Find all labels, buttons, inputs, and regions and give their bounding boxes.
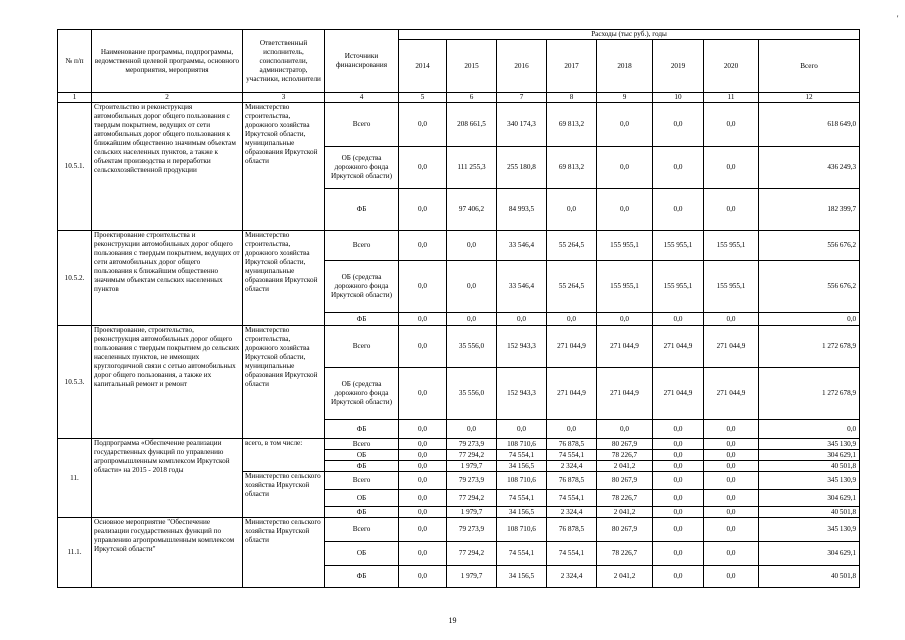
funding-source: ФБ [325,566,399,588]
column-number: 12 [759,93,860,103]
year-value: 0,0 [653,518,704,542]
year-value: 0,0 [497,313,547,326]
program-name: Строительство и реконструкция автомобильных дорог общего пользования с твердым покрытием, ведущих от сети автомобильных дорог общего пользования к ближайшим общественно значимым объектам сельских населенных пунктов, а также к объектам производства и переработки сельскохозяйственной продукции [92,103,243,231]
total-value: 0,0 [759,313,860,326]
header-year: 2014 [399,40,447,93]
total-value: 1 272 678,9 [759,326,860,368]
expenses-table [57,29,860,588]
year-value: 155 955,1 [597,261,653,313]
year-value: 77 294,2 [447,542,497,566]
year-value: 0,0 [653,542,704,566]
year-value: 0,0 [399,326,447,368]
funding-source: ФБ [325,313,399,326]
year-value: 2 041,2 [597,507,653,518]
year-value: 0,0 [399,368,447,420]
year-value: 77 294,2 [447,450,497,461]
year-value: 0,0 [597,147,653,189]
responsible-executor: Министерство сельского хозяйства Иркутской области [243,518,325,588]
year-value: 155 955,1 [653,231,704,261]
row-number: 10.5.3. [58,326,92,439]
year-value: 0,0 [399,313,447,326]
year-value: 0,0 [399,189,447,231]
funding-source: Всего [325,518,399,542]
year-value: 0,0 [399,472,447,490]
year-value: 1 979,7 [447,566,497,588]
year-value: 255 180,8 [497,147,547,189]
year-value: 35 556,0 [447,368,497,420]
year-value: 1 979,7 [447,507,497,518]
total-value: 182 399,7 [759,189,860,231]
page-number: 19 [448,616,457,625]
funding-source: ОБ [325,542,399,566]
responsible-executor: Министерство строительства, дорожного хозяйства Иркутской области, муниципальные образования Иркутской области [243,326,325,439]
year-value: 1 979,7 [447,461,497,472]
header-source: Источники финансирования [325,30,399,93]
funding-source: ОБ [325,490,399,507]
year-value: 2 324,4 [547,461,597,472]
year-value: 2 324,4 [547,507,597,518]
year-value: 0,0 [547,189,597,231]
year-value: 271 044,9 [653,326,704,368]
year-value: 79 273,9 [447,439,497,450]
year-value: 0,0 [399,450,447,461]
year-value: 0,0 [447,231,497,261]
year-value: 111 255,3 [447,147,497,189]
year-value: 0,0 [704,450,759,461]
total-value: 1 272 678,9 [759,368,860,420]
year-value: 0,0 [399,518,447,542]
header-total: Всего [759,40,860,93]
responsible-executor: Министерство строительства, дорожного хозяйства Иркутской области, муниципальные образования Иркутской области [243,103,325,231]
column-number: 2 [92,93,243,103]
year-value: 78 226,7 [597,490,653,507]
year-value: 79 273,9 [447,518,497,542]
header-year: 2017 [547,40,597,93]
year-value: 78 226,7 [597,450,653,461]
year-value: 0,0 [399,542,447,566]
year-value: 271 044,9 [704,368,759,420]
total-value: 304 629,1 [759,490,860,507]
total-value: 345 130,9 [759,472,860,490]
funding-source: Всего [325,103,399,147]
year-value: 34 156,5 [497,566,547,588]
funding-source: ОБ [325,450,399,461]
column-number: 3 [243,93,325,103]
column-number: 8 [547,93,597,103]
year-value: 74 554,1 [497,450,547,461]
year-value: 55 264,5 [547,261,597,313]
table-row [58,103,860,147]
year-value: 0,0 [653,461,704,472]
year-value: 0,0 [653,490,704,507]
year-value: 0,0 [597,313,653,326]
total-value: 0,0 [759,420,860,439]
year-value: 35 556,0 [447,326,497,368]
year-value: 0,0 [399,439,447,450]
year-value: 0,0 [704,147,759,189]
year-value: 0,0 [547,420,597,439]
year-value: 77 294,2 [447,490,497,507]
year-value: 0,0 [653,103,704,147]
row-number: 10.5.1. [58,103,92,231]
year-value: 0,0 [497,420,547,439]
year-value: 74 554,1 [547,450,597,461]
funding-source: ФБ [325,461,399,472]
year-value: 271 044,9 [547,368,597,420]
header-year: 2016 [497,40,547,93]
table-row [58,518,860,542]
header-year: 2015 [447,40,497,93]
year-value: 2 324,4 [547,566,597,588]
header-name: Наименование программы, подпрограммы, ведомственной целевой программы, основного мероприятия, мероприятия [92,30,243,93]
year-value: 0,0 [704,461,759,472]
year-value: 34 156,5 [497,507,547,518]
total-value: 556 676,2 [759,231,860,261]
column-number: 9 [597,93,653,103]
year-value: 0,0 [704,420,759,439]
year-value: 69 813,2 [547,147,597,189]
year-value: 76 878,5 [547,518,597,542]
year-value: 2 041,2 [597,461,653,472]
year-value: 0,0 [399,147,447,189]
header-year: 2018 [597,40,653,93]
total-value: 304 629,1 [759,450,860,461]
year-value: 0,0 [447,261,497,313]
table-row [58,231,860,261]
year-value: 155 955,1 [653,261,704,313]
year-value: 0,0 [704,439,759,450]
year-value: 74 554,1 [547,490,597,507]
year-value: 0,0 [547,313,597,326]
year-value: 108 710,6 [497,439,547,450]
year-value: 152 943,3 [497,368,547,420]
column-number: 10 [653,93,704,103]
year-value: 80 267,9 [597,472,653,490]
total-value: 618 649,0 [759,103,860,147]
total-value: 40 501,8 [759,507,860,518]
row-number: 10.5.2. [58,231,92,326]
funding-source: ОБ (средства дорожного фонда Иркутской области) [325,147,399,189]
program-name: Проектирование строительства и реконструкции автомобильных дорог общего пользования с твердым покрытием, ведущих от сети автомобильных дорог общего пользования к ближайшим общественно значимым объектам сельских населенных пунктов [92,231,243,326]
year-value: 0,0 [447,313,497,326]
year-value: 0,0 [653,147,704,189]
year-value: 80 267,9 [597,518,653,542]
year-value: 33 546,4 [497,231,547,261]
program-name: Подпрограмма «Обеспечение реализации государственных функций по управлению агропромышленным комплексом Иркутской области» на 2015 - 2018 годы [92,439,243,518]
year-value: 76 878,5 [547,439,597,450]
year-value: 0,0 [399,507,447,518]
year-value: 0,0 [399,103,447,147]
year-value: 0,0 [399,490,447,507]
year-value: 0,0 [653,472,704,490]
total-value: 40 501,8 [759,566,860,588]
year-value: 0,0 [704,507,759,518]
year-value: 0,0 [597,189,653,231]
year-value: 0,0 [653,566,704,588]
funding-source: ФБ [325,420,399,439]
year-value: 0,0 [704,472,759,490]
funding-source: ОБ (средства дорожного фонда Иркутской области) [325,261,399,313]
year-value: 271 044,9 [547,326,597,368]
document-page [57,29,859,588]
total-value: 345 130,9 [759,439,860,450]
header-expenses: Расходы (тыс руб.), годы [399,30,860,40]
responsible-executor: Министерство сельского хозяйства Иркутской области [243,472,325,518]
year-value: 0,0 [399,261,447,313]
year-value: 108 710,6 [497,472,547,490]
year-value: 0,0 [399,420,447,439]
year-value: 33 546,4 [497,261,547,313]
year-value: 208 661,5 [447,103,497,147]
total-value: 345 130,9 [759,518,860,542]
year-value: 0,0 [597,420,653,439]
funding-source: Всего [325,439,399,450]
year-value: 0,0 [653,507,704,518]
column-number: 7 [497,93,547,103]
header-responsible: Ответственный исполнитель, соисполнители, администратор, участники, исполнители [243,30,325,93]
table-row [58,439,860,450]
year-value: 0,0 [653,313,704,326]
funding-source: ФБ [325,189,399,231]
year-value: 0,0 [704,103,759,147]
funding-source: Всего [325,326,399,368]
year-value: 79 273,9 [447,472,497,490]
year-value: 0,0 [704,490,759,507]
year-value: 74 554,1 [497,542,547,566]
year-value: 340 174,3 [497,103,547,147]
column-number: 6 [447,93,497,103]
year-value: 152 943,3 [497,326,547,368]
year-value: 0,0 [653,450,704,461]
year-value: 271 044,9 [597,368,653,420]
year-value: 84 993,5 [497,189,547,231]
header-year: 2020 [704,40,759,93]
column-number: 11 [704,93,759,103]
year-value: 155 955,1 [597,231,653,261]
total-value: 556 676,2 [759,261,860,313]
year-value: 0,0 [704,189,759,231]
year-value: 155 955,1 [704,231,759,261]
year-value: 78 226,7 [597,542,653,566]
row-number: 11. [58,439,92,518]
year-value: 74 554,1 [547,542,597,566]
year-value: 0,0 [704,566,759,588]
header-num: № п/п [58,30,92,93]
row-number: 11.1. [58,518,92,588]
year-value: 0,0 [597,103,653,147]
year-value: 0,0 [447,420,497,439]
year-value: 155 955,1 [704,261,759,313]
column-number: 1 [58,93,92,103]
column-number: 5 [399,93,447,103]
funding-source: Всего [325,231,399,261]
year-value: 74 554,1 [497,490,547,507]
program-name: Проектирование, строительство, реконструкция автомобильных дорог общего пользования с твердым покрытием до сельских населенных пунктов, не имеющих круглогодичной связи с сетью автомобильных дорог общего пользования, а также их капитальный ремонт и ремонт [92,326,243,439]
year-value: 271 044,9 [704,326,759,368]
header-year: 2019 [653,40,704,93]
year-value: 0,0 [704,542,759,566]
year-value: 0,0 [704,313,759,326]
year-value: 0,0 [399,461,447,472]
year-value: 76 878,5 [547,472,597,490]
table-row [58,326,860,368]
total-value: 436 249,3 [759,147,860,189]
year-value: 55 264,5 [547,231,597,261]
year-value: 271 044,9 [597,326,653,368]
total-value: 304 629,1 [759,542,860,566]
year-value: 0,0 [653,439,704,450]
year-value: 34 156,5 [497,461,547,472]
funding-source: ОБ (средства дорожного фонда Иркутской области) [325,368,399,420]
year-value: 0,0 [399,566,447,588]
year-value: 97 406,2 [447,189,497,231]
year-value: 69 813,2 [547,103,597,147]
column-number: 4 [325,93,399,103]
year-value: 0,0 [653,420,704,439]
year-value: 271 044,9 [653,368,704,420]
year-value: 80 267,9 [597,439,653,450]
responsible-executor: Министерство строительства, дорожного хозяйства Иркутской области, муниципальные образования Иркутской области [243,231,325,326]
year-value: 108 710,6 [497,518,547,542]
program-name: Основное мероприятие "Обеспечение реализации государственных функций по управлению агропромышленным комплексом Иркутской области" [92,518,243,588]
year-value: 0,0 [399,231,447,261]
year-value: 0,0 [653,189,704,231]
year-value: 2 041,2 [597,566,653,588]
funding-source: ФБ [325,507,399,518]
responsible-executor: всего, в том числе: [243,439,325,472]
total-value: 40 501,8 [759,461,860,472]
scan-mark: ' [897,14,899,23]
funding-source: Всего [325,472,399,490]
year-value: 0,0 [704,518,759,542]
